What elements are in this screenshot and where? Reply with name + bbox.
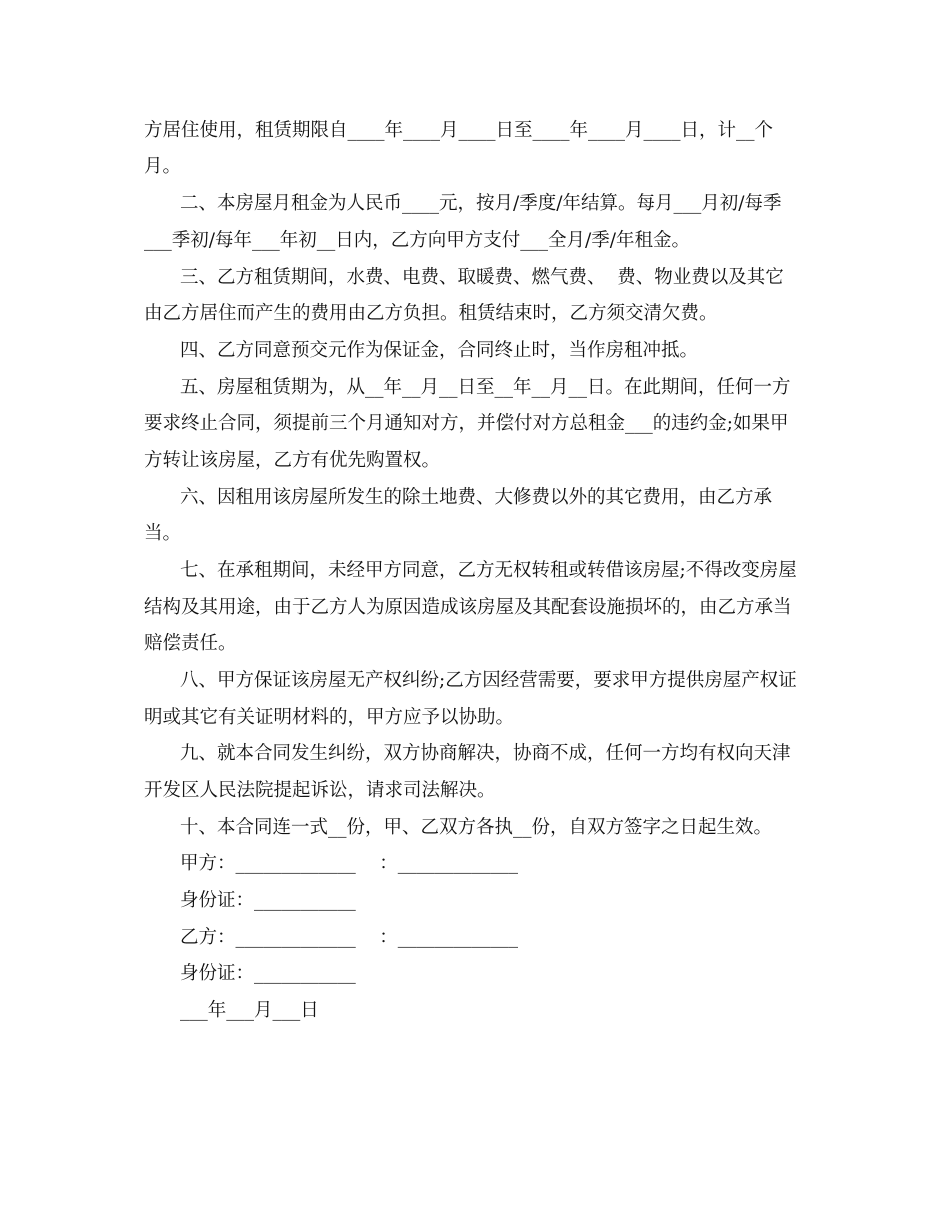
signature-field-party-a: 甲方：_____________ ：_____________ [180, 853, 519, 874]
text-line: 二、本房屋月租金为人民币____元，按月/季度/年结算。每月___月初/每季 [180, 193, 782, 214]
text-line: 八、甲方保证该房屋无产权纠纷;乙方因经营需要，要求甲方提供房屋产权证 [180, 670, 797, 691]
text-line: 当。 [144, 523, 182, 544]
text-line: 三、乙方租赁期间，水费、电费、取暖费、燃气费、 费、物业费以及其它 [180, 267, 784, 288]
text-line: 月。 [144, 156, 182, 177]
text-line: 赔偿责任。 [144, 633, 237, 654]
text-line: 四、乙方同意预交元作为保证金，合同终止时，当作房租冲抵。 [180, 340, 699, 361]
signature-field-id-b: 身份证：___________ [180, 963, 356, 984]
text-line: 由乙方居住而产生的费用由乙方负担。租赁结束时，乙方须交清欠费。 [144, 303, 718, 324]
text-line: 六、因租用该房屋所发生的除土地费、大修费以外的其它费用，由乙方承 [180, 487, 773, 508]
signature-field-party-b: 乙方：_____________ ：_____________ [180, 927, 519, 948]
text-line: 方居住使用，租赁期限自____年____月____日至____年____月____日，计__个 [144, 120, 774, 141]
text-line: 要求终止合同，须提前三个月通知对方，并偿付对方总租金___的违约金;如果甲 [144, 413, 789, 434]
text-line: 方转让该房屋，乙方有优先购置权。 [144, 450, 441, 471]
text-line: 五、房屋租赁期为，从__年__月__日至__年__月__日。在此期间，任何一方 [180, 377, 791, 398]
text-line: 结构及其用途，由于乙方人为原因造成该房屋及其配套设施损坏的，由乙方承当 [144, 597, 792, 618]
text-line: 七、在承租期间，未经甲方同意，乙方无权转租或转借该房屋;不得改变房屋 [180, 560, 797, 581]
text-line: 明或其它有关证明材料的，甲方应予以协助。 [144, 707, 515, 728]
signature-date: ___年___月___日 [180, 1000, 319, 1021]
text-line: 开发区人民法院提起诉讼，请求司法解决。 [144, 780, 496, 801]
text-line: 十、本合同连一式__份，甲、乙双方各执__份，自双方签字之日起生效。 [180, 817, 773, 838]
signature-field-id-a: 身份证：___________ [180, 890, 356, 911]
text-line: 九、就本合同发生纠纷，双方协商解决，协商不成，任何一方均有权向天津 [180, 743, 791, 764]
text-line: ___季初/每年___年初__日内，乙方向甲方支付___全月/季/年租金。 [144, 230, 690, 251]
